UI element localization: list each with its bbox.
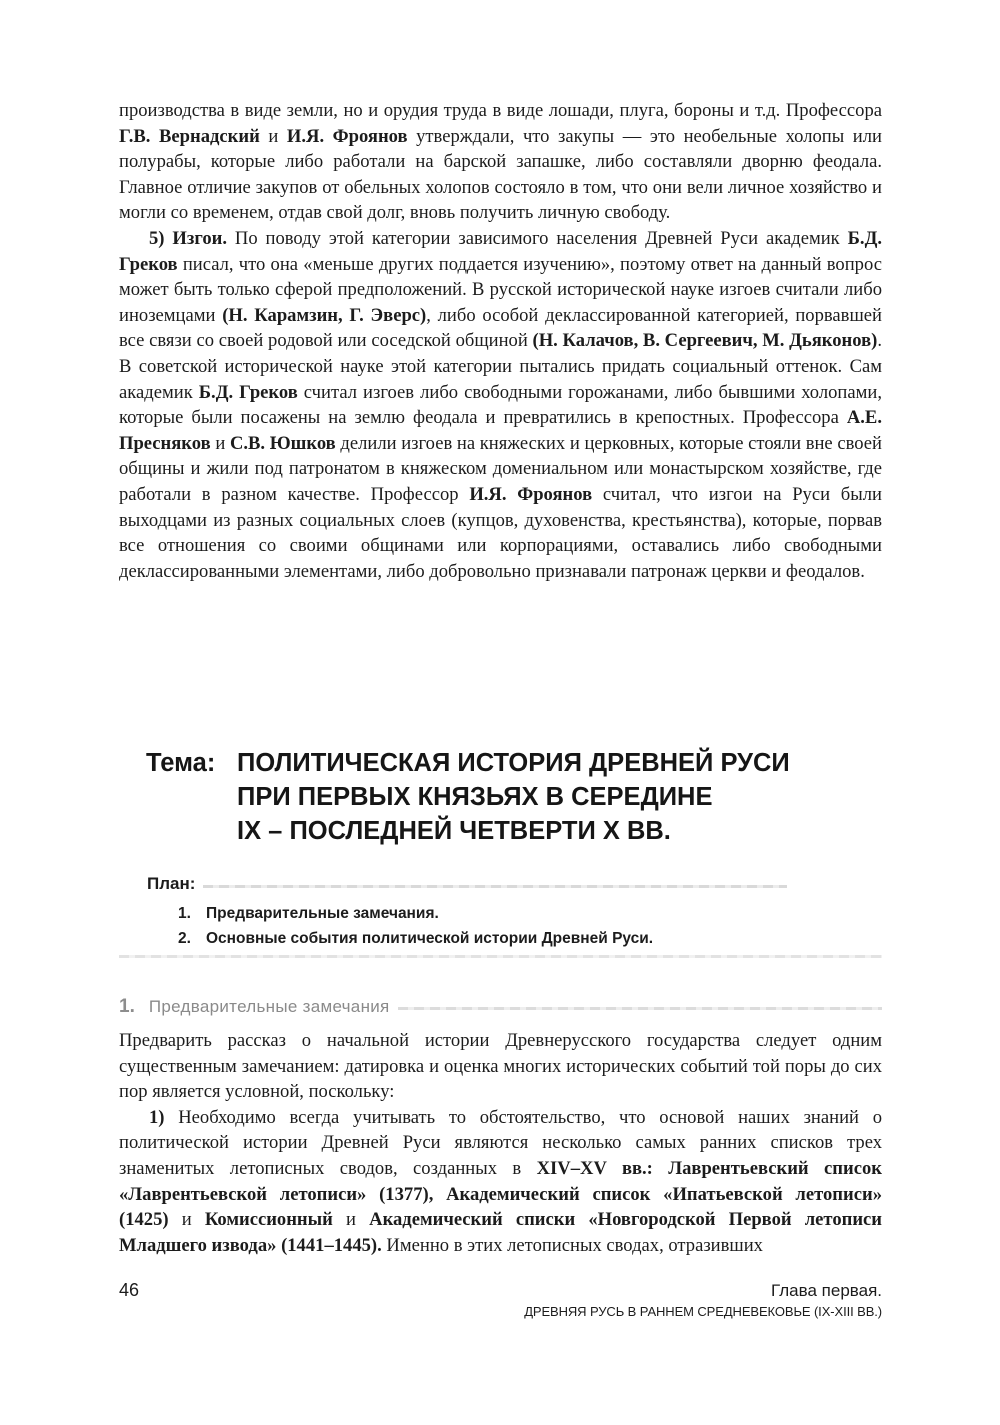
paragraph bbox=[119, 98, 882, 226]
bold-text: И.Я. Фроянов bbox=[469, 483, 593, 505]
text-run: . В советской исторической науке этой категории пытались придать социальный оттенок. Сам академик bbox=[119, 330, 882, 403]
plan-divider bbox=[203, 885, 787, 888]
text-run: Предварить рассказ о начальной истории Древнерусского государства следует одним существенным замечанием: датировка и оценка многих исторических событий той поры до сих пор является условной, поскольку: bbox=[119, 1030, 882, 1103]
bold-text: (Н. Карамзин, Г. Эверс) bbox=[222, 304, 427, 326]
plan-header bbox=[147, 873, 787, 895]
text-run: и bbox=[259, 125, 287, 147]
text-run: писал, что она «меньше других поддается изучению», поэтому ответ на данный вопрос может быть только сферой предположений. В русской исторической науке изгоев считали либо иноземцами bbox=[119, 253, 882, 326]
bold-text: XIV–XV вв.: Лаврентьевский список «Лаврентьевской летописи» (1377), Академический список «Ипатьевской летописи» (1425) bbox=[119, 1157, 882, 1231]
text-run: производства в виде земли, но и орудия труда в виде лошади, плуга, бороны и т.д. Профессора bbox=[119, 100, 882, 121]
section-title: Предварительные замечания bbox=[148, 997, 390, 1016]
chapter-label: Глава первая. bbox=[771, 1281, 882, 1300]
topic-label: Тема: bbox=[146, 749, 216, 777]
text-run: , либо особой деклассированной категорией, порвавшей все связи со своей родовой или соседской общиной bbox=[119, 304, 882, 352]
topic-title-line: IX – ПОСЛЕДНЕЙ ЧЕТВЕРТИ X ВВ. bbox=[237, 817, 671, 845]
bold-text: Г.В. Вернадский bbox=[119, 125, 260, 147]
running-header bbox=[524, 1280, 882, 1322]
text-run: По поводу этой категории зависимого населения Древней Руси академик bbox=[226, 227, 848, 249]
section-heading bbox=[119, 996, 882, 1018]
topic-title bbox=[237, 746, 790, 848]
text-run: Именно в этих летописных сводах, отразивших bbox=[381, 1234, 763, 1256]
plan-bottom-divider bbox=[119, 955, 882, 958]
bold-text: И.Я. Фроянов bbox=[286, 125, 408, 147]
plan-title: План: bbox=[147, 874, 196, 893]
bold-text: 5) Изгои. bbox=[149, 227, 227, 249]
text-run: и bbox=[210, 432, 230, 454]
chapter-title: ДРЕВНЯЯ РУСЬ В РАННЕМ СРЕДНЕВЕКОВЬЕ (IX-XIII ВВ.) bbox=[524, 1304, 882, 1319]
paragraph bbox=[119, 1028, 882, 1105]
plan-item bbox=[147, 926, 787, 951]
section-divider bbox=[398, 1007, 882, 1010]
topic-title-line: ПОЛИТИЧЕСКАЯ ИСТОРИЯ ДРЕВНЕЙ РУСИ bbox=[237, 749, 790, 777]
text-run: считал изгоев либо свободными горожанами, либо бывшими холопами, которые были посажены на землю феодала и превратились в крепостных. Профессора bbox=[119, 381, 882, 429]
plan-block bbox=[147, 873, 787, 951]
bold-text: (Н. Калачов, В. Сергеевич, М. Дьяконов) bbox=[532, 330, 878, 352]
plan-item-number: 2. bbox=[178, 930, 191, 947]
section-number: 1. bbox=[119, 996, 135, 1017]
plan-item-text: Основные события политической истории Древней Руси. bbox=[206, 930, 654, 947]
topic-title-line: ПРИ ПЕРВЫХ КНЯЗЬЯХ В СЕРЕДИНЕ bbox=[237, 783, 713, 811]
body-text-section bbox=[119, 1028, 882, 1258]
text-run: и bbox=[332, 1209, 370, 1231]
bold-text: А.Е. Пресняков bbox=[119, 407, 882, 454]
text-run: делили изгоев на княжеских и церковных, которые стояли вне своей общины и жили под патронатом в княжеском домениальном или монастырском хозяйстве, где работали в разном качестве. Профессор bbox=[119, 432, 882, 505]
text-run: утверждали, что закупы — это необельные холопы или полурабы, которые либо работали на барской запашке, либо составляли дворню феодала. Главное отличие закупов от обельных холопов состояло в том, что они вели личное хозяйство и могли со временем, отдав свой долг, вновь получить личную свободу. bbox=[119, 125, 882, 224]
text-run: считал, что изгои на Руси были выходцами из разных социальных слоев (купцов, духовенства, крестьянства), которые, порвав все отношения со своими общинами или корпорациями, оставались либо свободными деклассированными элементами, либо добровольно признавали патронаж церкви и феодалов. bbox=[119, 483, 882, 582]
plan-item bbox=[147, 901, 787, 926]
page-number: 46 bbox=[119, 1280, 140, 1300]
bold-text: С.В. Юшков bbox=[229, 432, 336, 454]
bold-text: Комиссионный bbox=[204, 1209, 333, 1231]
body-text-top bbox=[119, 98, 882, 584]
plan-list bbox=[147, 901, 787, 951]
paragraph bbox=[119, 1105, 882, 1259]
plan-item-text: Предварительные замечания. bbox=[206, 905, 439, 922]
bold-text: Б.Д. Греков bbox=[119, 227, 883, 275]
bold-text: 1) bbox=[149, 1106, 165, 1128]
plan-item-number: 1. bbox=[178, 905, 191, 922]
text-run: и bbox=[168, 1209, 205, 1231]
text-run: Необходимо всегда учитывать то обстоятельство, что основой наших знаний о политической истории Древней Руси являются несколько самых ранних списков трех знаменитых летописных сводов, созданных в bbox=[119, 1106, 882, 1179]
bold-text: Б.Д. Греков bbox=[198, 381, 298, 403]
bold-text: Академический списки «Новгородской Первой летописи Младшего извода» (1441–1445). bbox=[119, 1209, 883, 1256]
paragraph bbox=[119, 226, 882, 584]
